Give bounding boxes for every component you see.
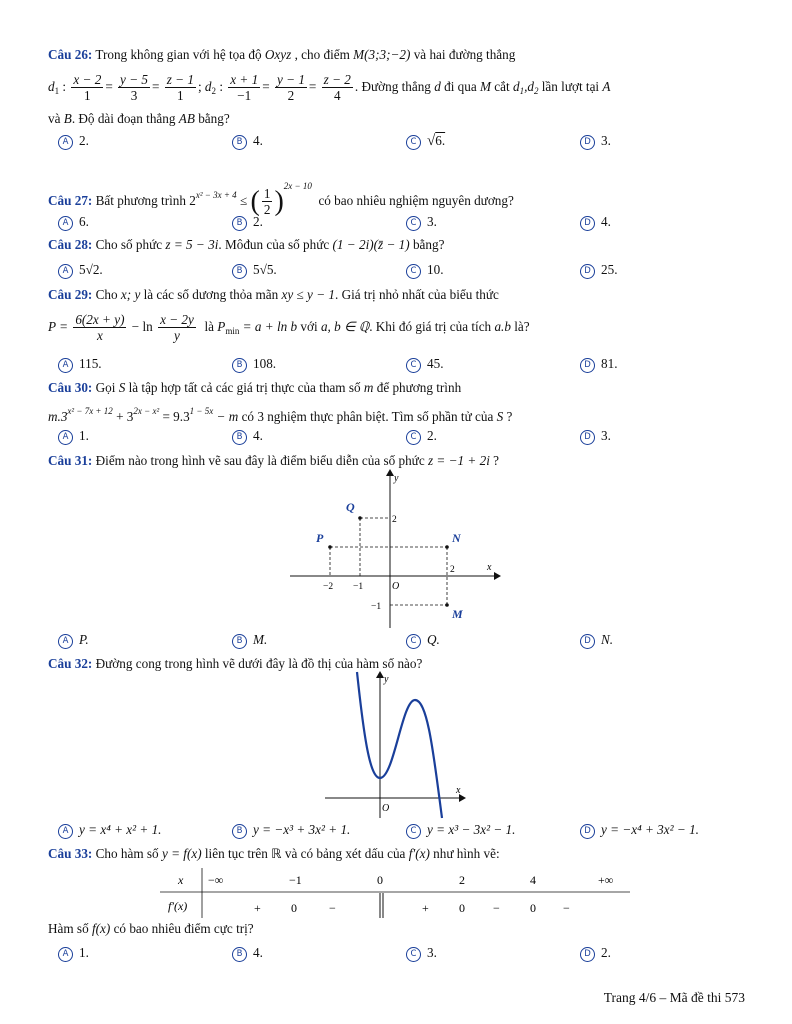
question-text: và có bảng xét dấu của bbox=[284, 846, 406, 861]
fraction bbox=[73, 312, 126, 343]
option-letter-icon: D bbox=[580, 824, 595, 839]
page-footer: Trang 4/6 – Mã đề thi 573 bbox=[603, 990, 745, 1005]
x-value: −1 bbox=[289, 873, 302, 887]
math-function: y = f(x) bbox=[161, 846, 202, 861]
option-c[interactable] bbox=[406, 214, 437, 231]
axis-label-y: y bbox=[384, 674, 389, 685]
question-text: bằng? bbox=[198, 111, 230, 126]
question-text: . Độ dài đoạn thẳng bbox=[71, 111, 176, 126]
option-letter-icon: C bbox=[406, 947, 421, 962]
option-a[interactable] bbox=[58, 262, 103, 279]
option-letter-icon: A bbox=[58, 947, 73, 962]
question-text: Điểm nào trong hình vẽ sau đây là điểm biểu diễn của số phức bbox=[95, 453, 425, 468]
option-a[interactable] bbox=[58, 822, 161, 839]
option-d[interactable] bbox=[580, 133, 611, 150]
denominator: x bbox=[96, 328, 103, 344]
option-text: 3. bbox=[427, 945, 437, 960]
question-29 bbox=[48, 286, 745, 304]
option-text: 4. bbox=[601, 214, 611, 229]
tick-label: −1 bbox=[371, 602, 382, 612]
sign-value: − bbox=[493, 901, 500, 915]
sign-value: 0 bbox=[530, 901, 536, 915]
option-c[interactable] bbox=[406, 945, 437, 962]
tick-label: −2 bbox=[323, 582, 334, 592]
label-q: Q bbox=[346, 500, 355, 514]
question-label: Câu 31: bbox=[48, 453, 93, 468]
option-a[interactable] bbox=[58, 945, 89, 962]
option-text: 4. bbox=[253, 133, 263, 148]
options-27 bbox=[58, 214, 745, 232]
origin-label: O bbox=[382, 803, 390, 814]
question-text: Gọi bbox=[95, 380, 116, 395]
question-text: và bbox=[48, 111, 61, 126]
option-text: 4. bbox=[253, 428, 263, 443]
denominator: 3 bbox=[130, 88, 138, 104]
option-d[interactable] bbox=[580, 822, 699, 839]
option-letter-icon: B bbox=[232, 216, 247, 231]
option-b[interactable] bbox=[232, 356, 276, 373]
question-text: liên tục trên bbox=[204, 846, 268, 861]
option-letter-icon: D bbox=[580, 264, 595, 279]
denominator: 2 bbox=[263, 202, 271, 218]
axis-label-x: x bbox=[487, 562, 492, 573]
function-graph-figure bbox=[320, 668, 470, 820]
point-n bbox=[445, 545, 449, 549]
option-text: 3. bbox=[427, 214, 437, 229]
option-letter-icon: B bbox=[232, 264, 247, 279]
option-letter-icon: A bbox=[58, 358, 73, 373]
option-letter-icon: A bbox=[58, 135, 73, 150]
math-ln: − ln bbox=[131, 319, 153, 334]
axis-label-x: x bbox=[456, 785, 461, 796]
math-subscript: min bbox=[225, 326, 240, 336]
math-base: 2 bbox=[189, 193, 196, 208]
math-exponent: x² − 3x + 4 bbox=[195, 190, 237, 200]
question-28 bbox=[48, 236, 745, 254]
option-letter-icon: D bbox=[580, 135, 595, 150]
question-text: ? bbox=[493, 453, 500, 468]
option-letter-icon: C bbox=[406, 358, 421, 373]
option-text: y = −x³ + 3x² + 1. bbox=[253, 822, 351, 837]
option-c[interactable] bbox=[406, 822, 515, 839]
point-p bbox=[328, 545, 332, 549]
denominator: 1 bbox=[84, 88, 91, 104]
option-a[interactable] bbox=[58, 632, 89, 649]
math-A: A bbox=[602, 79, 611, 94]
question-text: lần lượt tại bbox=[541, 79, 600, 94]
axis-label-y: y bbox=[394, 473, 399, 484]
x-value: −∞ bbox=[208, 873, 224, 887]
question-26-end bbox=[48, 110, 745, 128]
math-R: ℝ bbox=[271, 846, 282, 861]
line-d1-name: d bbox=[48, 79, 55, 94]
question-text: Cho số phức bbox=[95, 237, 163, 252]
question-text: là các số dương thỏa mãn bbox=[143, 287, 279, 302]
math-value: = a + ln b bbox=[242, 319, 298, 334]
question-label: Câu 33: bbox=[48, 846, 93, 861]
math-derivative: f′(x) bbox=[408, 846, 430, 861]
fraction bbox=[262, 186, 273, 217]
option-letter-icon: B bbox=[232, 947, 247, 962]
option-letter-icon: D bbox=[580, 947, 595, 962]
option-d[interactable] bbox=[580, 428, 611, 445]
option-a[interactable] bbox=[58, 428, 89, 445]
option-text: 4. bbox=[253, 945, 263, 960]
math-product: a.b bbox=[494, 319, 511, 334]
denominator: 4 bbox=[333, 88, 341, 104]
options-28 bbox=[58, 262, 745, 280]
math-Pmin: P bbox=[217, 319, 226, 334]
option-b[interactable] bbox=[232, 428, 263, 445]
math-z: z = 5 − 3i bbox=[165, 237, 219, 252]
fraction bbox=[71, 72, 103, 103]
denominator: y bbox=[174, 328, 180, 344]
math-ab: a, b ∈ ℚ bbox=[320, 319, 370, 334]
option-text: Q. bbox=[427, 632, 440, 647]
option-letter-icon: C bbox=[406, 264, 421, 279]
option-a[interactable] bbox=[58, 214, 89, 231]
fraction bbox=[322, 72, 353, 103]
option-letter-icon: A bbox=[58, 634, 73, 649]
guide-lines bbox=[330, 518, 447, 605]
question-27: Câu 27: Bất phương trình $2^{x^2 - 3x + 4}$ ≤ ( $\frac{1}{2}$ )$^{2x - 10}$ có bao nhiêu nghiệm nguyên dương? bbox=[48, 181, 514, 218]
tick-label: 2 bbox=[450, 565, 455, 575]
option-letter-icon: A bbox=[58, 264, 73, 279]
question-label: Câu 26: bbox=[48, 47, 93, 62]
question-text: . Khi đó giá trị của tích bbox=[369, 319, 492, 334]
math-function: f(x) bbox=[91, 921, 111, 936]
option-d[interactable] bbox=[580, 262, 617, 279]
math-AB: AB bbox=[178, 111, 195, 126]
option-text: 2. bbox=[253, 214, 263, 229]
question-text: là tập hợp tất cả các giá trị thực của tham số bbox=[128, 380, 361, 395]
sign-value: − bbox=[329, 901, 336, 915]
option-d[interactable] bbox=[580, 214, 611, 231]
numerator: 1 bbox=[263, 186, 271, 202]
label-n: N bbox=[452, 531, 461, 545]
math-M: M bbox=[480, 79, 491, 94]
question-text: là bbox=[204, 319, 214, 334]
option-letter-icon: D bbox=[580, 430, 595, 445]
options-26 bbox=[58, 133, 745, 151]
question-text: Cho bbox=[95, 287, 118, 302]
question-text: Trong không gian với hệ tọa độ bbox=[95, 47, 262, 62]
x-value: 2 bbox=[459, 873, 465, 887]
option-text: 10. bbox=[427, 262, 444, 277]
option-text: 5√2. bbox=[79, 262, 103, 277]
math-term: = 9.3 bbox=[162, 409, 190, 424]
option-letter-icon: D bbox=[580, 358, 595, 373]
x-value: 4 bbox=[530, 873, 536, 887]
table-head-fp: f′(x) bbox=[168, 899, 188, 913]
option-b[interactable] bbox=[232, 945, 263, 962]
question-text: Đường cong trong hình vẽ dưới đây là đồ thị của hàm số nào? bbox=[95, 656, 423, 671]
math-z: z = −1 + 2i bbox=[427, 453, 490, 468]
label-p: P bbox=[316, 531, 324, 545]
math-term: + 3 bbox=[116, 409, 134, 424]
option-text: 1. bbox=[79, 428, 89, 443]
option-letter-icon: D bbox=[580, 216, 595, 231]
question-text: là? bbox=[514, 319, 530, 334]
option-c[interactable]: C √6. bbox=[406, 133, 445, 150]
option-text: y = x³ − 3x² − 1. bbox=[427, 822, 516, 837]
math-xy: x; y bbox=[120, 287, 141, 302]
option-letter-icon: B bbox=[232, 634, 247, 649]
question-text: có bao nhiêu điểm cực trị? bbox=[113, 921, 254, 936]
denominator: −1 bbox=[237, 88, 252, 104]
option-b[interactable] bbox=[232, 133, 263, 150]
option-c[interactable] bbox=[406, 632, 440, 649]
question-33 bbox=[48, 845, 745, 863]
question-text: bằng? bbox=[412, 237, 445, 252]
question-label: Câu 30: bbox=[48, 380, 93, 395]
point-q bbox=[358, 516, 362, 520]
question-text: và hai đường thẳng bbox=[413, 47, 516, 62]
fraction bbox=[118, 72, 150, 103]
question-text: . Giá trị nhỏ nhất của biểu thức bbox=[335, 287, 499, 302]
option-text: 3. bbox=[601, 428, 611, 443]
question-text: Bất phương trình bbox=[95, 193, 186, 208]
option-text: N. bbox=[601, 632, 614, 647]
math-m: m bbox=[363, 380, 374, 395]
option-b[interactable] bbox=[232, 214, 263, 231]
fraction bbox=[165, 72, 196, 103]
question-text: ? bbox=[506, 409, 513, 424]
math-S: S bbox=[496, 409, 504, 424]
question-text: với bbox=[300, 319, 318, 334]
option-c[interactable] bbox=[406, 428, 437, 445]
option-letter-icon: C bbox=[406, 634, 421, 649]
option-letter-icon: B bbox=[232, 430, 247, 445]
question-label: Câu 32: bbox=[48, 656, 93, 671]
point-m bbox=[445, 603, 449, 607]
option-letter-icon: B bbox=[232, 824, 247, 839]
table-head-x: x bbox=[178, 873, 184, 887]
option-a[interactable] bbox=[58, 356, 102, 373]
question-text: . Đường thẳng bbox=[354, 79, 431, 94]
question-26 bbox=[48, 46, 745, 64]
math-exponent: x² − 7x + 12 bbox=[67, 406, 113, 416]
option-text: 108. bbox=[253, 356, 277, 371]
math-term: m.3 bbox=[48, 409, 68, 424]
question-29-expr bbox=[48, 310, 745, 348]
question-26-lines: $d_1$ : $\frac{x - 2}{1}$ = $\frac{y - 5}{3}$ = $\frac{z - 1}{1}$ ; $d_2$ : $\frac{x + 1}{-1}$ = $\frac{y - 1}{2}$ = $\frac{z - 2}{4}$ . Đường thẳng d đi qua M cắt $d_1,d_2$ lần lượt tại A bbox=[48, 72, 611, 104]
option-d[interactable] bbox=[580, 356, 617, 373]
options-29 bbox=[58, 356, 745, 374]
option-text: 5√5. bbox=[253, 262, 277, 277]
question-label: Câu 28: bbox=[48, 237, 93, 252]
option-text: 2. bbox=[427, 428, 437, 443]
option-letter-icon: A bbox=[58, 824, 73, 839]
sign-value: 0 bbox=[459, 901, 465, 915]
question-text: . Môđun của số phức bbox=[218, 237, 330, 252]
numerator: z − 1 bbox=[166, 72, 194, 88]
x-value: 0 bbox=[377, 873, 383, 887]
option-a[interactable] bbox=[58, 133, 89, 150]
sign-table bbox=[160, 866, 632, 920]
option-text: 1. bbox=[79, 945, 89, 960]
numerator: y − 1 bbox=[276, 72, 305, 88]
question-text: như hình vẽ: bbox=[433, 846, 500, 861]
options-30 bbox=[58, 428, 745, 446]
option-b[interactable] bbox=[232, 822, 350, 839]
option-letter-icon: D bbox=[580, 634, 595, 649]
origin-label: O bbox=[392, 581, 400, 592]
math-point: M(3;3;−2) bbox=[353, 47, 411, 62]
function-curve bbox=[357, 672, 442, 818]
denominator: 1 bbox=[177, 88, 184, 104]
math-S: S bbox=[118, 380, 126, 395]
option-text: 2. bbox=[601, 945, 611, 960]
question-30-eq bbox=[48, 402, 745, 426]
options-33 bbox=[58, 945, 745, 963]
math-d: d bbox=[434, 79, 441, 94]
option-c[interactable] bbox=[406, 356, 443, 373]
option-letter-icon: A bbox=[58, 216, 73, 231]
math-le: ≤ bbox=[239, 193, 248, 208]
options-32 bbox=[58, 822, 745, 840]
option-letter-icon: A bbox=[58, 430, 73, 445]
options-31 bbox=[58, 632, 745, 650]
numerator: z − 2 bbox=[323, 72, 351, 88]
math-exponent: 2x − 10 bbox=[283, 181, 312, 191]
math-condition: xy ≤ y − 1 bbox=[281, 287, 335, 302]
denominator: 2 bbox=[287, 88, 295, 104]
option-letter-icon: C bbox=[406, 824, 421, 839]
option-text: 115. bbox=[79, 356, 102, 371]
question-label: Câu 29: bbox=[48, 287, 93, 302]
question-text: cắt bbox=[494, 79, 510, 94]
question-text: có bao nhiêu nghiệm nguyên dương? bbox=[318, 193, 514, 208]
option-text: P. bbox=[79, 632, 89, 647]
numerator: 6(2x + y) bbox=[75, 312, 125, 328]
math-exponent: 2x − x² bbox=[133, 406, 160, 416]
question-text: có 3 nghiệm thực phân biệt. Tìm số phần tử của bbox=[241, 409, 494, 424]
fraction bbox=[275, 72, 307, 103]
option-letter-icon: C bbox=[406, 430, 421, 445]
sign-value: 0 bbox=[291, 901, 297, 915]
option-text: 2. bbox=[79, 133, 89, 148]
option-text: 45. bbox=[427, 356, 444, 371]
line-d2-name: d bbox=[204, 79, 212, 94]
option-letter-icon: B bbox=[232, 358, 247, 373]
math-term: − m bbox=[216, 409, 239, 424]
math-oxyz: Oxyz bbox=[264, 47, 292, 62]
option-b[interactable] bbox=[232, 262, 277, 279]
option-d[interactable] bbox=[580, 632, 613, 649]
question-text: đi qua bbox=[444, 79, 477, 94]
label-m: M bbox=[452, 607, 463, 621]
question-33-ask bbox=[48, 920, 745, 938]
question-text: để phương trình bbox=[376, 380, 462, 395]
sign-value: − bbox=[563, 901, 570, 915]
math-B: B bbox=[63, 111, 72, 126]
math-expression: (1 − 2i)(z̄ − 1) bbox=[332, 237, 410, 252]
math-P: P = bbox=[48, 319, 69, 334]
option-text: y = x⁴ + x² + 1. bbox=[79, 822, 162, 837]
question-text: , cho điểm bbox=[294, 47, 350, 62]
question-text: Hàm số bbox=[48, 921, 89, 936]
option-text: 81. bbox=[601, 356, 618, 371]
fraction bbox=[228, 72, 260, 103]
option-text: M. bbox=[253, 632, 268, 647]
option-text: y = −x⁴ + 3x² − 1. bbox=[601, 822, 699, 837]
option-letter-icon: C bbox=[406, 216, 421, 231]
option-text: 6. bbox=[435, 133, 446, 148]
fraction bbox=[158, 312, 196, 343]
option-text: 6. bbox=[79, 214, 89, 229]
option-text: 3. bbox=[601, 133, 611, 148]
tick-label: 2 bbox=[392, 515, 397, 525]
numerator: y − 5 bbox=[120, 72, 148, 88]
math-exponent: 1 − 5x bbox=[189, 406, 214, 416]
option-c[interactable] bbox=[406, 262, 443, 279]
option-d[interactable] bbox=[580, 945, 611, 962]
question-30 bbox=[48, 379, 745, 397]
question-text: Cho hàm số bbox=[95, 846, 159, 861]
option-letter-icon: C bbox=[406, 135, 421, 150]
complex-plane-figure bbox=[285, 466, 505, 631]
option-b[interactable] bbox=[232, 632, 267, 649]
option-text: 25. bbox=[601, 262, 618, 277]
option-letter-icon: B bbox=[232, 135, 247, 150]
numerator: x − 2y bbox=[160, 312, 194, 328]
numerator: x + 1 bbox=[230, 72, 259, 88]
tick-label: −1 bbox=[353, 582, 364, 592]
x-value: +∞ bbox=[598, 873, 614, 887]
numerator: x − 2 bbox=[73, 72, 102, 88]
sign-value: + bbox=[422, 901, 429, 915]
sign-value: + bbox=[254, 901, 261, 915]
question-label: Câu 27: bbox=[48, 193, 93, 208]
